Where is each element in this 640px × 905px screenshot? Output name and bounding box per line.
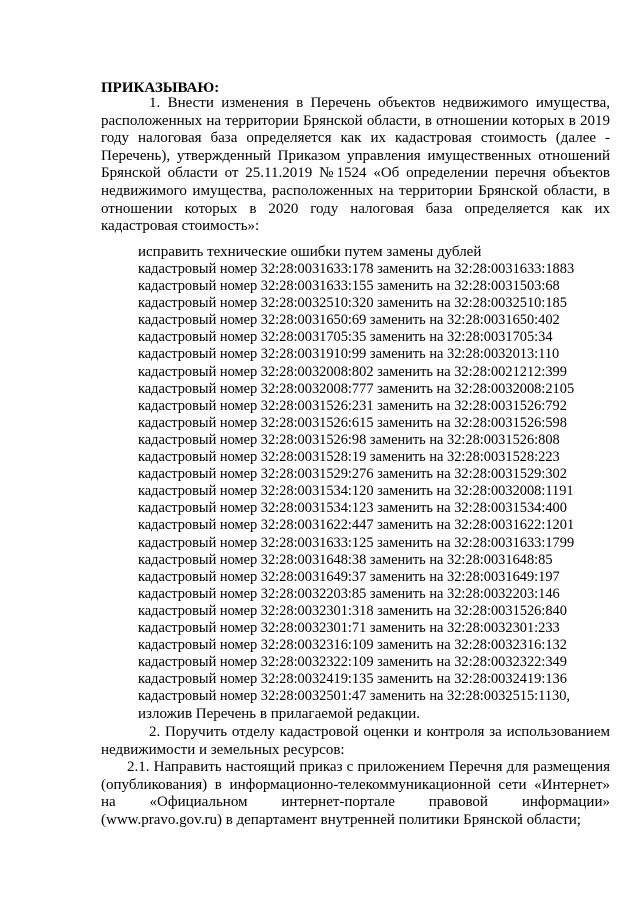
replacement-list: [138, 261, 574, 705]
item-2-paragraph: [101, 724, 610, 759]
replacement-entry: кадастровый номер 32:28:0032008:777 заменить на 32:28:0032008:2105: [138, 380, 575, 397]
replacement-entry: кадастровый номер 32:28:0032510:320 заменить на 32:28:0032510:185: [138, 295, 567, 312]
replacement-entry: кадастровый номер 32:28:0031534:120 заменить на 32:28:0032008:1191: [138, 483, 574, 500]
replacement-entry: кадастровый номер 32:28:0031526:231 заменить на 32:28:0031526:792: [138, 397, 567, 414]
replacement-entry: кадастровый номер 32:28:0031910:99 заменить на 32:28:0032013:110: [138, 346, 560, 363]
item-2-1-number: 2.1.: [127, 759, 150, 775]
replacement-entry: кадастровый номер 32:28:0031705:35 заменить на 32:28:0031705:34: [138, 329, 553, 346]
replacement-entry: кадастровый номер 32:28:0031526:98 заменить на 32:28:0031526:808: [138, 431, 560, 448]
replacement-entry: кадастровый номер 32:28:0032301:318 заменить на 32:28:0031526:840: [138, 602, 567, 619]
fix-outro-line: изложив Перечень в прилагаемой редакции.: [138, 706, 421, 722]
replacement-entry: кадастровый номер 32:28:0031534:123 заменить на 32:28:0031534:400: [138, 500, 567, 517]
replacement-entry: кадастровый номер 32:28:0032008:802 заменить на 32:28:0021212:399: [138, 363, 567, 380]
replacement-entry: кадастровый номер 32:28:0032501:47 заменить на 32:28:0032515:1130,: [138, 688, 571, 705]
replacement-entry: кадастровый номер 32:28:0032301:71 заменить на 32:28:0032301:233: [138, 619, 560, 636]
fix-intro-line: исправить технические ошибки путем замены дублей: [138, 244, 482, 260]
replacement-entry: кадастровый номер 32:28:0031633:155 заменить на 32:28:0031503:68: [138, 278, 560, 295]
replacement-entry: кадастровый номер 32:28:0031650:69 заменить на 32:28:0031650:402: [138, 312, 560, 329]
replacement-entry: кадастровый номер 32:28:0031648:38 заменить на 32:28:0031648:85: [138, 551, 553, 568]
item-1-paragraph: [101, 95, 610, 236]
replacement-entry: кадастровый номер 32:28:0031633:178 заменить на 32:28:0031633:1883: [138, 261, 575, 277]
item-1-text: Внести изменения в Перечень объектов недвижимого имущества, расположенных на территории Брянской области, в отношении которых в 2019 году налоговая база определяется как их кадастровая стоимость (далее - Перечень), утвержденный Приказом управления имущественных отношений Брянской области от 25.11.2019 №1524 «Об определении перечня объектов недвижимого имущества, расположенных на территории Брянской области, в отношении которых в 2020 году налоговая база определяется как их кадастровая стоимость»:: [101, 95, 610, 235]
replacement-entry: кадастровый номер 32:28:0032322:109 заменить на 32:28:0032322:349: [138, 654, 567, 671]
item-1-number: 1.: [149, 95, 161, 111]
item-2-number: 2.: [149, 724, 161, 740]
item-2-1-text: Направить настоящий приказ с приложением Перечня для размещения (опубликования) в информационно-телекоммуникационной сети «Интернет» на «Официальном интернет-портале правовой информации» (www.pravo.gov.ru) в департамент внутренней политики Брянской области;: [101, 759, 610, 828]
replacement-entry: кадастровый номер 32:28:0032203:85 заменить на 32:28:0032203:146: [138, 585, 560, 602]
replacement-entry: кадастровый номер 32:28:0032316:109 заменить на 32:28:0032316:132: [138, 637, 567, 654]
replacement-entry: кадастровый номер 32:28:0031526:615 заменить на 32:28:0031526:598: [138, 414, 567, 431]
replacement-entry: кадастровый номер 32:28:0031529:276 заменить на 32:28:0031529:302: [138, 466, 567, 483]
replacement-entry: кадастровый номер 32:28:0031633:125 заменить на 32:28:0031633:1799: [138, 534, 575, 551]
item-2-text: Поручить отделу кадастровой оценки и контроля за использованием недвижимости и земельных ресурсов:: [101, 724, 610, 758]
replacement-entry: кадастровый номер 32:28:0031622:447 заменить на 32:28:0031622:1201: [138, 517, 575, 534]
replacement-entry: кадастровый номер 32:28:0032419:135 заменить на 32:28:0032419:136: [138, 671, 567, 688]
order-heading: ПРИКАЗЫВАЮ:: [101, 80, 220, 96]
item-2-1-paragraph: [101, 759, 610, 829]
replacement-entry: кадастровый номер 32:28:0031528:19 заменить на 32:28:0031528:223: [138, 449, 560, 466]
replacement-entry: кадастровый номер 32:28:0031649:37 заменить на 32:28:0031649:197: [138, 568, 560, 585]
